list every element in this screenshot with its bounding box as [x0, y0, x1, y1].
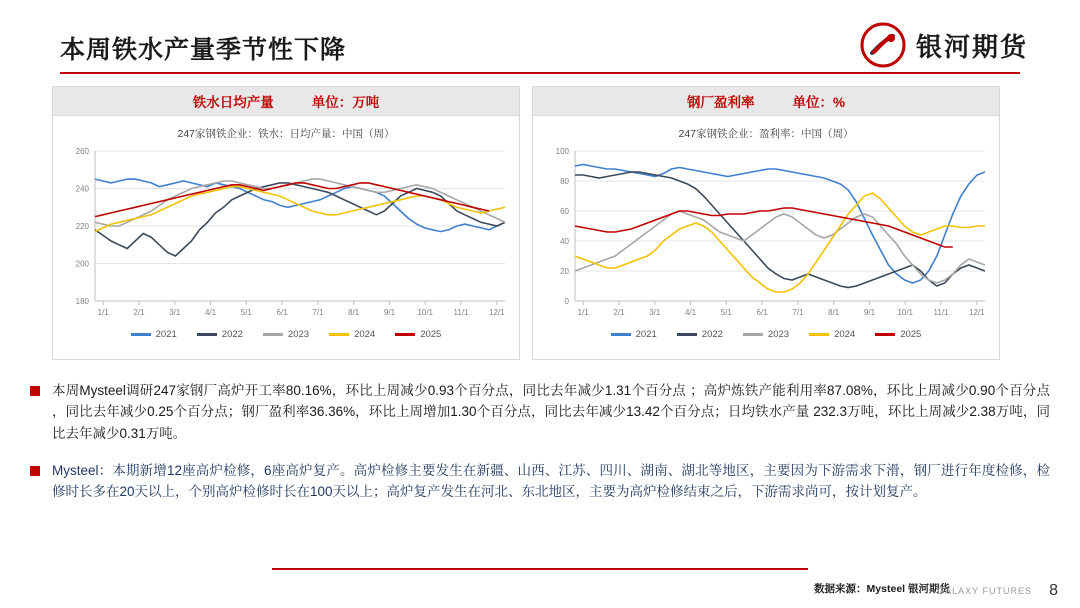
chart-svg-mill-profit: [533, 141, 999, 327]
series-line-2022: [575, 172, 985, 288]
chart-subtitle: 247家钢铁企业：铁水：日均产量：中国（周）: [177, 128, 395, 140]
legend-item-2025[interactable]: [395, 329, 441, 340]
svg-text:4/1: 4/1: [684, 308, 697, 317]
svg-text:240: 240: [75, 184, 89, 194]
chart-subtitle: 247家钢铁企业：盈利率：中国（周）: [678, 128, 854, 140]
chart-panel-mill-profit: [532, 86, 1000, 360]
svg-text:10/1: 10/1: [897, 308, 914, 317]
svg-text:4/1: 4/1: [204, 308, 217, 317]
svg-text:6/1: 6/1: [276, 308, 288, 317]
series-line-2023: [575, 211, 985, 283]
svg-text:9/1: 9/1: [863, 308, 876, 317]
brand-name: 银河期货: [915, 31, 1028, 62]
legend-item-2022[interactable]: [677, 329, 723, 340]
svg-text:2/1: 2/1: [613, 308, 625, 317]
brand-logo: [860, 22, 1028, 68]
bullet-text: 本周Mysteel调研247家钢厂高炉开工率80.16%，环比上周减少0.93个百分点，同比去年减少1.31个百分点 ；高炉炼铁产能利用率87.08%，环比上周减少0.90个百分点 ，同比去年减少0.25个百分点；钢厂盈利率36.36%，环比上周增加1.30个百分点，同比去年减少13.42个百分点；日均铁水产量 232.3万吨，环比上周减少2.38万吨，同比去年减少0.31万吨。: [52, 383, 1050, 441]
bullet-square-icon: [30, 466, 40, 476]
svg-text:20: 20: [560, 267, 569, 276]
legend-swatch-icon: [329, 333, 349, 336]
svg-text:100: 100: [555, 147, 569, 156]
legend-swatch-icon: [263, 333, 283, 336]
panel-title: 铁水日均产量: [192, 95, 274, 110]
plot-area-iron-output: [53, 141, 519, 327]
bullet-text: Mysteel：本期新增12座高炉检修，6座高炉复产。高炉检修主要发生在新疆、山西、江苏、四川、湖南、湖北等地区，主要因为下游需求下滑，钢厂进行年度检修，检修时长多在20天以上，个别高炉检修时长在100天以上；高炉复产发生在河北、东北地区，主要为高炉检修结束之后，下游需求尚可，按计划复产。: [52, 462, 1050, 500]
legend-swatch-icon: [611, 333, 631, 336]
legend-label: 2024: [354, 329, 376, 340]
legend-item-2024[interactable]: [329, 329, 375, 340]
svg-text:60: 60: [560, 207, 569, 216]
svg-text:12/1: 12/1: [489, 308, 505, 317]
legend-item-2022[interactable]: [197, 329, 243, 340]
legend-item-2021[interactable]: [131, 329, 177, 340]
page-number: 8: [1049, 582, 1058, 599]
legend-label: 2023: [287, 329, 310, 340]
bullet-item: [30, 460, 1050, 503]
legend-item-2025[interactable]: [875, 329, 921, 340]
svg-text:200: 200: [75, 259, 89, 269]
svg-text:8/1: 8/1: [348, 308, 360, 317]
bullet-list: [30, 380, 1050, 519]
svg-text:260: 260: [75, 147, 89, 156]
plot-area-mill-profit: [533, 141, 999, 327]
legend-swatch-icon: [809, 333, 829, 336]
legend-label: 2023: [767, 329, 790, 340]
chart-legend-mill-profit: [533, 329, 999, 340]
legend-swatch-icon: [875, 333, 895, 336]
panel-unit: 单位：万吨: [311, 95, 380, 110]
legend-label: 2025: [900, 329, 922, 340]
svg-text:180: 180: [75, 297, 89, 306]
legend-swatch-icon: [677, 333, 697, 336]
svg-text:40: 40: [560, 237, 569, 246]
svg-text:7/1: 7/1: [312, 308, 324, 317]
galaxy-swirl-icon: [860, 22, 906, 68]
svg-text:11/1: 11/1: [933, 308, 949, 317]
bullet-item: [30, 380, 1050, 444]
chart-legend-iron-output: [53, 329, 519, 340]
svg-text:11/1: 11/1: [453, 308, 469, 317]
svg-text:12/1: 12/1: [969, 308, 985, 317]
svg-text:1/1: 1/1: [577, 308, 589, 317]
legend-label: 2022: [221, 329, 243, 340]
footer-divider: [272, 568, 808, 570]
chart-panel-iron-output: [52, 86, 520, 360]
svg-text:1/1: 1/1: [97, 308, 109, 317]
svg-text:7/1: 7/1: [792, 308, 804, 317]
legend-label: 2025: [420, 329, 442, 340]
legend-label: 2022: [701, 329, 723, 340]
svg-text:5/1: 5/1: [240, 308, 252, 317]
chart-svg-iron-output: [53, 141, 519, 327]
panel-header: [533, 87, 999, 116]
svg-text:9/1: 9/1: [383, 308, 396, 317]
svg-text:220: 220: [75, 222, 89, 231]
page-title: 本周铁水产量季节性下降: [60, 36, 347, 64]
svg-text:10/1: 10/1: [417, 308, 434, 317]
legend-swatch-icon: [131, 333, 151, 336]
brand-footer: GALAXY FUTURES: [937, 586, 1032, 596]
svg-text:3/1: 3/1: [169, 308, 181, 317]
svg-text:0: 0: [564, 297, 569, 306]
svg-text:8/1: 8/1: [828, 308, 840, 317]
legend-item-2023[interactable]: [743, 329, 789, 340]
bullet-square-icon: [30, 386, 40, 396]
legend-label: 2021: [155, 329, 177, 340]
legend-item-2023[interactable]: [263, 329, 309, 340]
legend-label: 2021: [635, 329, 657, 340]
legend-item-2024[interactable]: [809, 329, 855, 340]
svg-text:3/1: 3/1: [649, 308, 661, 317]
legend-label: 2024: [834, 329, 856, 340]
legend-swatch-icon: [743, 333, 763, 336]
series-line-2021: [575, 165, 985, 284]
legend-swatch-icon: [395, 333, 415, 336]
svg-text:80: 80: [560, 177, 569, 186]
panel-header: [53, 87, 519, 116]
svg-text:2/1: 2/1: [133, 308, 145, 317]
legend-item-2021[interactable]: [611, 329, 657, 340]
data-source: 数据来源：Mysteel 银河期货: [814, 583, 950, 595]
title-divider: [60, 72, 1020, 74]
legend-swatch-icon: [197, 333, 217, 336]
svg-text:5/1: 5/1: [720, 308, 732, 317]
panel-unit: 单位：%: [792, 95, 845, 110]
svg-text:6/1: 6/1: [756, 308, 768, 317]
panel-title: 钢厂盈利率: [686, 95, 755, 110]
